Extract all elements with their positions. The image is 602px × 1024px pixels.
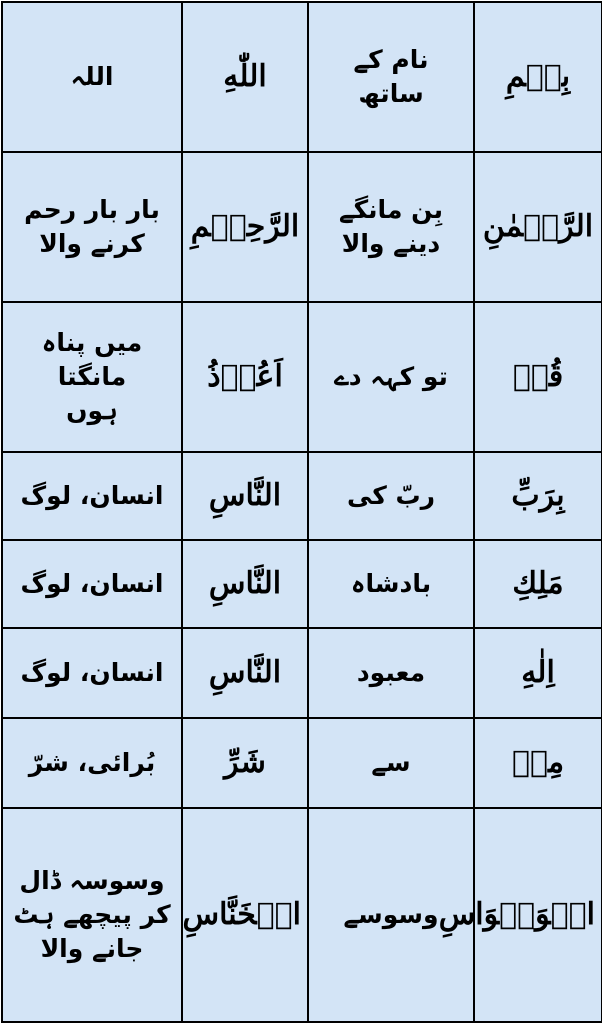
table-row bbox=[2, 2, 602, 152]
word2-cell: الۡخَنَّاسِ bbox=[182, 808, 308, 1022]
word-cell: مِنۡ bbox=[474, 718, 602, 808]
table-row bbox=[2, 628, 602, 718]
meaning2-cell: وسوسہ ڈال کر پیچھے ہٹ جانے والا bbox=[2, 808, 182, 1022]
word2-cell: النَّاسِ bbox=[182, 628, 308, 718]
vocabulary-table bbox=[1, 1, 602, 1023]
table-row bbox=[2, 152, 602, 302]
meaning2-cell: انسان، لوگ bbox=[2, 628, 182, 718]
table-row bbox=[2, 808, 602, 1022]
meaning-cell: معبود bbox=[308, 628, 474, 718]
word-cell: بِسۡمِ bbox=[474, 2, 602, 152]
table-row bbox=[2, 302, 602, 452]
table-row bbox=[2, 452, 602, 540]
meaning-cell: بِن مانگے دینے والا bbox=[308, 152, 474, 302]
meaning-cell: سے bbox=[308, 718, 474, 808]
table-row bbox=[2, 718, 602, 808]
meaning2-cell: اللہ bbox=[2, 2, 182, 152]
word2-cell: النَّاسِ bbox=[182, 540, 308, 628]
meaning-cell: بادشاہ bbox=[308, 540, 474, 628]
meaning-cell: نام کے ساتھ bbox=[308, 2, 474, 152]
meaning2-cell: بار بار رحم کرنے والا bbox=[2, 152, 182, 302]
table-row bbox=[2, 540, 602, 628]
word2-cell: الرَّحِیۡمِ bbox=[182, 152, 308, 302]
word-cell: الۡوَسۡوَاسِ bbox=[474, 808, 602, 1022]
word-cell: مَلِكِ bbox=[474, 540, 602, 628]
meaning2-cell: انسان، لوگ bbox=[2, 540, 182, 628]
word-cell: قُلۡ bbox=[474, 302, 602, 452]
meaning-cell: تو کہہ دے bbox=[308, 302, 474, 452]
meaning-cell: وسوسے bbox=[308, 808, 474, 1022]
meaning2-cell: بُرائی، شرّ bbox=[2, 718, 182, 808]
word2-cell: شَرِّ bbox=[182, 718, 308, 808]
word-cell: اِلٰهِ bbox=[474, 628, 602, 718]
meaning-cell: ربّ کی bbox=[308, 452, 474, 540]
meaning2-cell: میں پناہ مانگتا ہوں bbox=[2, 302, 182, 452]
word2-cell: اَعُوۡذُ bbox=[182, 302, 308, 452]
meaning2-cell: انسان، لوگ bbox=[2, 452, 182, 540]
word2-cell: اللّٰهِ bbox=[182, 2, 308, 152]
word-cell: بِرَبِّ bbox=[474, 452, 602, 540]
word-cell: الرَّحۡمٰنِ bbox=[474, 152, 602, 302]
word2-cell: النَّاسِ bbox=[182, 452, 308, 540]
